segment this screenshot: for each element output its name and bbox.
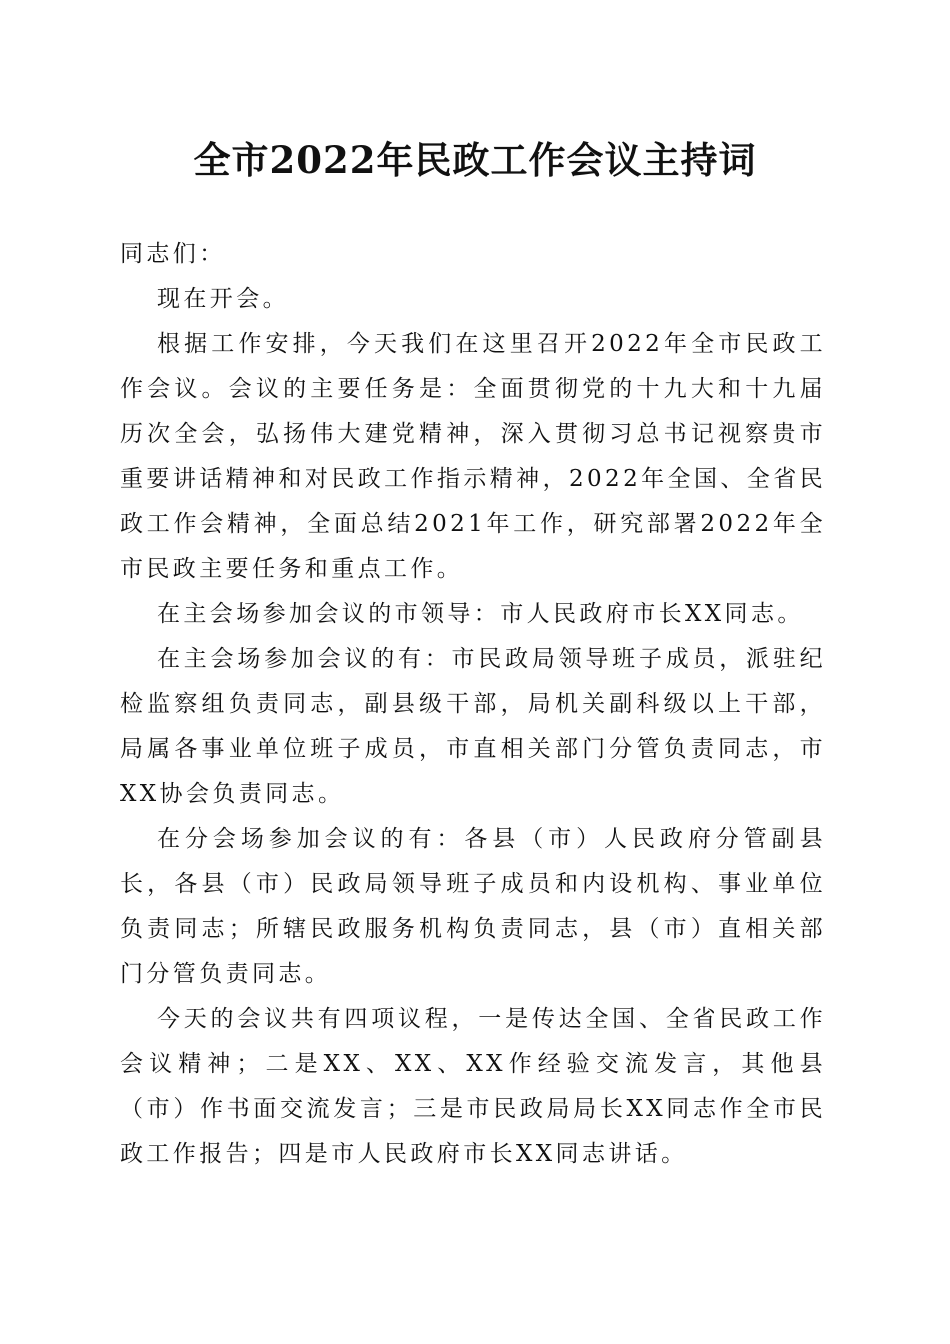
paragraph-main-venue: 在主会场参加会议的有：市民政局领导班子成员，派驻纪检监察组负责同志，副县级干部，局机关副科级以上干部，局属各事业单位班子成员，市直相关部门分管负责同志，市XX协会负责同志。 <box>120 646 826 807</box>
document-title: 全市2022年民政工作会议主持词 <box>193 138 757 182</box>
paragraph-city-leaders: 在主会场参加会议的市领导：市人民政府市长XX同志。 <box>157 601 804 627</box>
paragraph-agenda: 今天的会议共有四项议程，一是传达全国、全省民政工作会议精神；二是XX、XX、XX作经验交流发言，其他县（市）作书面交流发言；三是市民政局局长XX同志作全市民政工作报告；四是市人民政府市长XX同志讲话。 <box>120 1006 826 1167</box>
paragraph-branch-venue: 在分会场参加会议的有：各县（市）人民政府分管副县长，各县（市）民政局领导班子成员和内设机构、事业单位负责同志；所辖民政服务机构负责同志，县（市）直相关部门分管负责同志。 <box>120 826 826 987</box>
document-body <box>120 232 826 1177</box>
paragraph-purpose: 根据工作安排，今天我们在这里召开2022年全市民政工作会议。会议的主要任务是：全面贯彻党的十九大和十九届历次全会，弘扬伟大建党精神，深入贯彻习总书记视察贵市重要讲话精神和对民政工作指示精神，2022年全国、全省民政工作会精神，全面总结2021年工作，研究部署2022年全市民政主要任务和重点工作。 <box>120 331 826 582</box>
salutation: 同志们： <box>120 241 226 267</box>
paragraph-opening: 现在开会。 <box>157 286 289 312</box>
